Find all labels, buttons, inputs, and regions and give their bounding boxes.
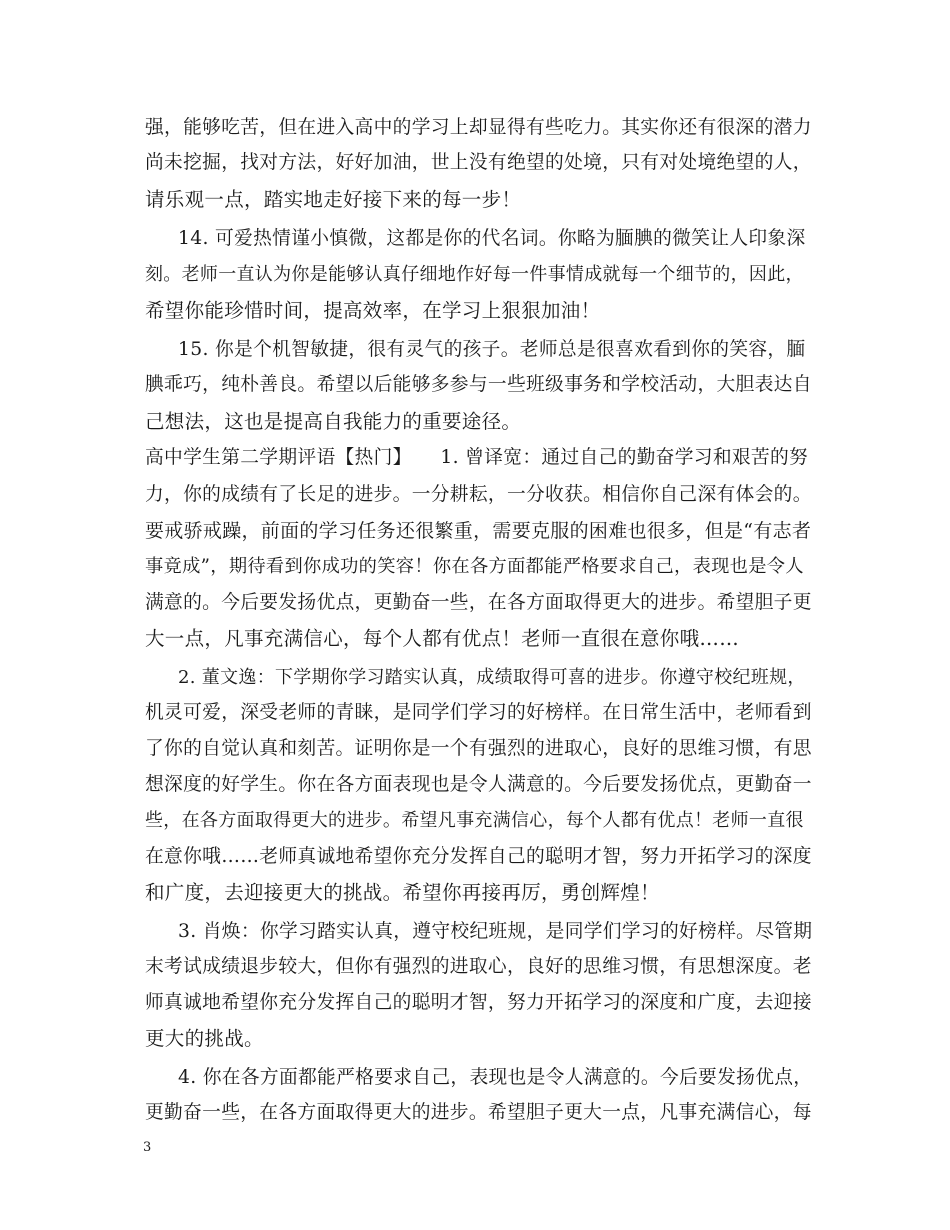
section-heading-line: 高中学生第二学期评语【热门】 1. 曾译宽：通过自己的勤奋学习和艰苦的努 — [145, 447, 809, 468]
text-line: 机灵可爱，深受老师的青睐，是同学们学习的好榜样。在日常生活中，老师看到 — [145, 702, 812, 723]
text-line: 些，在各方面取得更大的进步。希望凡事充满信心，每个人都有优点！老师一直很 — [145, 810, 804, 831]
paragraph-2-start: 2. 董文逸：下学期你学习踏实认真，成绩取得可喜的进步。你遵守校纪班规， — [178, 667, 806, 688]
text-line: 满意的。今后要发扬优点，更勤奋一些，在各方面取得更大的进步。希望胆子更 — [145, 592, 812, 613]
text-line: 了你的自觉认真和刻苦。证明你是一个有强烈的进取心，良好的思维习惯，有思 — [145, 738, 812, 759]
text-line: 事竟成”，期待看到你成功的笑容！你在各方面都能严格要求自己，表现也是令人 — [145, 556, 804, 577]
text-line: 强，能够吃苦，但在进入高中的学习上却显得有些吃力。其实你还有很深的潜力 — [145, 117, 812, 138]
paragraph-15-start: 15. 你是个机智敏捷，很有灵气的孩子。老师总是很喜欢看到你的笑容，腼 — [178, 339, 806, 360]
paragraph-4-start: 4. 你在各方面都能严格要求自己，表现也是令人满意的。今后要发扬优点， — [178, 1067, 813, 1088]
text-line: 腆乖巧，纯朴善良。希望以后能够多参与一些班级事务和学校活动，大胆表达自 — [145, 374, 812, 395]
text-line: 更大的挑战。 — [145, 1027, 264, 1050]
text-line: 末考试成绩退步较大，但你有强烈的进取心，良好的思维习惯，有思想深度。老 — [145, 956, 812, 977]
text-line: 力，你的成绩有了长足的进步。一分耕耘，一分收获。相信你自己深有体会的。 — [145, 484, 812, 505]
text-line: 尚未挖掘，找对方法，好好加油，世上没有绝望的处境，只有对处境绝望的人， — [145, 152, 812, 173]
text-line: 想深度的好学生。你在各方面表现也是令人满意的。今后要发扬优点，更勤奋一 — [145, 774, 812, 795]
text-line: 要戒骄戒躁，前面的学习任务还很繁重，需要克服的困难也很多，但是“有志者 — [145, 520, 812, 542]
text-line: 希望你能珍惜时间，提高效率，在学习上狠狠加油！ — [145, 299, 601, 322]
paragraph-14-start: 14. 可爱热情谨小慎微，这都是你的代名词。你略为腼腆的微笑让人印象深 — [178, 228, 806, 249]
paragraph-3-start: 3. 肖焕：你学习踏实认真，遵守校纪班规，是同学们学习的好榜样。尽管期 — [178, 921, 813, 942]
text-line: 和广度，去迎接更大的挑战。希望你再接再厉，勇创辉煌！ — [145, 881, 660, 904]
text-line: 刻。老师一直认为你是能够认真仔细地作好每一件事情成就每一个细节的，因此， — [145, 264, 804, 285]
text-line: 己想法，这也是提高自我能力的重要途径。 — [145, 410, 522, 433]
text-line: 大一点，凡事充满信心，每个人都有优点！老师一直很在意你哦…… — [145, 627, 740, 650]
text-line: 请乐观一点，踏实地走好接下来的每一步！ — [145, 188, 522, 211]
text-line: 更勤奋一些，在各方面取得更大的进步。希望胆子更大一点，凡事充满信心，每 — [145, 1102, 812, 1123]
text-line: 师真诚地希望你充分发挥自己的聪明才智，努力开拓学习的深度和广度，去迎接 — [145, 992, 812, 1013]
page-number: 3 — [143, 1140, 152, 1155]
text-line: 在意你哦……老师真诚地希望你充分发挥自己的聪明才智，努力开拓学习的深度 — [145, 846, 812, 867]
